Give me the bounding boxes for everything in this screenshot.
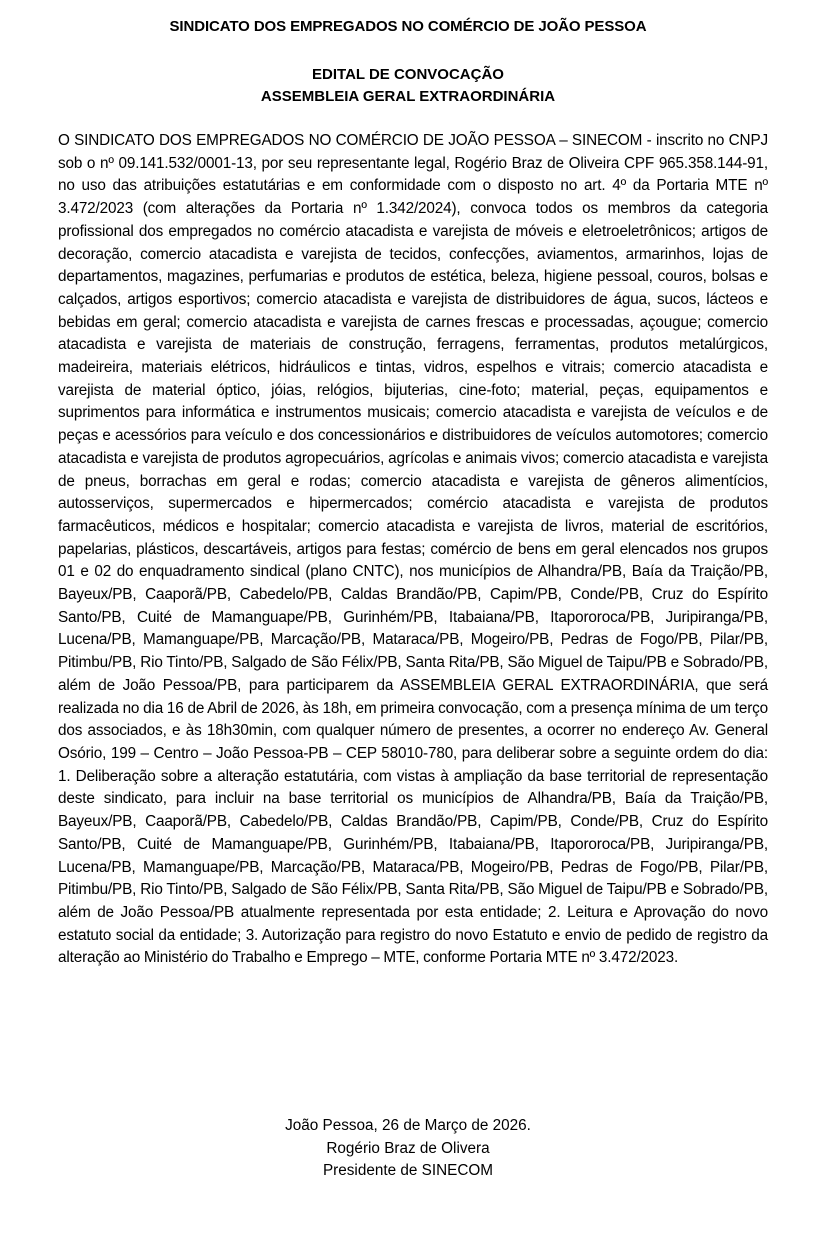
signature-name: Rogério Braz de Olivera — [326, 1139, 490, 1157]
notice-heading-line-1: EDITAL DE CONVOCAÇÃO — [312, 66, 504, 83]
signature-place-date: João Pessoa, 26 de Março de 2026. — [285, 1117, 531, 1134]
organization-title: SINDICATO DOS EMPREGADOS NO COMÉRCIO DE JOÃO PESSOA — [169, 18, 647, 35]
notice-body: O SINDICATO DOS EMPREGADOS NO COMÉRCIO DE JOÃO PESSOA – SINECOM - inscrito no CNPJ sob o nº 09.141.532/0001-13, por seu representante legal, Rogério Braz de Oliveira CPF 965.358.144-91, no uso das atribuições estatutárias e em conformidade com o disposto no art. 4º da Portaria MTE nº 3.472/2023 (com alterações da Portaria nº 1.342/2024), convoca todos os membros da categoria profissional dos empregados no comércio atacadista e varejista de móveis e eletroeletrônicos; artigos de decoração, comercio atacadista e varejista de tecidos, confecções, aviamentos, armarinhos, lojas de departamentos, magazines, perfumarias e produtos de estética, beleza, higiene pessoal, couros, bolsas e calçados, artigos esportivos; comercio atacadista e varejista de distribuidores de água, sucos, lácteos e bebidas em geral; comercio atacadista e varejista de carnes frescas e processadas, açougue; comercio atacadista e varejista de materiais de construção, ferragens, ferramentas, produtos metalúrgicos, madeireira, materiais elétricos, hidráulicos e tintas, vidros, espelhos e vitrais; comercio atacadista e varejista de material óptico, jóias, relógios, bijuterias, cine-foto; material, peças, equipamentos e suprimentos para informática e instrumentos musicais; comercio atacadista e varejista de veículos e de peças e acessórios para veículo e dos concessionários e distribuidores de veículos automotores; comercio atacadista e varejista de produtos agropecuários, agrícolas e animais vivos; comercio atacadista e varejista de pneus, borrachas em geral e rodas; comercio atacadista e varejista de gêneros alimentícios, autosserviços, supermercados e hipermercados; comércio atacadista e varejista de produtos farmacêuticos, médicos e hospitalar; comercio atacadista e varejista de livros, material de escritórios, papelarias, plásticos, descartáveis, artigos para festas; comércio de bens em geral elencados nos grupos 01 e 02 do enquadramento sindical (plano CNTC), nos municípios de Alhandra/PB, Baía da Traição/PB, Bayeux/PB, Caaporã/PB, Cabedelo/PB, Caldas Brandão/PB, Capim/PB, Conde/PB, Cruz do Espírito Santo/PB, Cuité de Mamanguape/PB, Gurinhém/PB, Itabaiana/PB, Itapororoca/PB, Juripiranga/PB, Lucena/PB, Mamanguape/PB, Marcação/PB, Mataraca/PB, Mogeiro/PB, Pedras de Fogo/PB, Pilar/PB, Pitimbu/PB, Rio Tinto/PB, Salgado de São Félix/PB, Santa Rita/PB, São Miguel de Taipu/PB e Sobrado/PB, além de João Pessoa/PB, para participarem da ASSEMBLEIA GERAL EXTRAORDINÁRIA, que será realizada no dia 16 de Abril de 2026, às 18h, em primeira convocação, com a presença mínima de um terço dos associados, e às 18h30min, com qualquer número de presentes, a ocorrer no endereço Av. General Osório, 199 – Centro – João Pessoa-PB – CEP 58010-780, para deliberar sobre a seguinte ordem do dia: 1. Deliberação sobre a alteração estatutária, com vistas à ampliação da base territorial de representação deste sindicato, para incluir na base territorial os municípios de Alhandra/PB, Baía da Traição/PB, Bayeux/PB, Caaporã/PB, Cabedelo/PB, Caldas Brandão/PB, Capim/PB, Conde/PB, Cruz do Espírito Santo/PB, Cuité de Mamanguape/PB, Gurinhém/PB, Itabaiana/PB, Itapororoca/PB, Juripiranga/PB, Lucena/PB, Mamanguape/PB, Marcação/PB, Mataraca/PB, Mogeiro/PB, Pedras de Fogo/PB, Pilar/PB, Pitimbu/PB, Rio Tinto/PB, Salgado de São Félix/PB, Santa Rita/PB, São Miguel de Taipu/PB e Sobrado/PB, além de João Pessoa/PB atualmente representada por esta entidade; 2. Leitura e Aprovação do novo estatuto social da entidade; 3. Autorização para registro do novo Estatuto e envio de pedido de registro da alteração ao Ministério do Trabalho e Emprego – MTE, conforme Portaria MTE nº 3.472/2023. — [58, 132, 768, 967]
notice-heading — [0, 64, 816, 108]
signature-block — [0, 1115, 816, 1183]
notice-heading-line-2: ASSEMBLEIA GERAL EXTRAORDINÁRIA — [260, 88, 556, 105]
signature-role: Presidente de SINECOM — [322, 1162, 494, 1179]
